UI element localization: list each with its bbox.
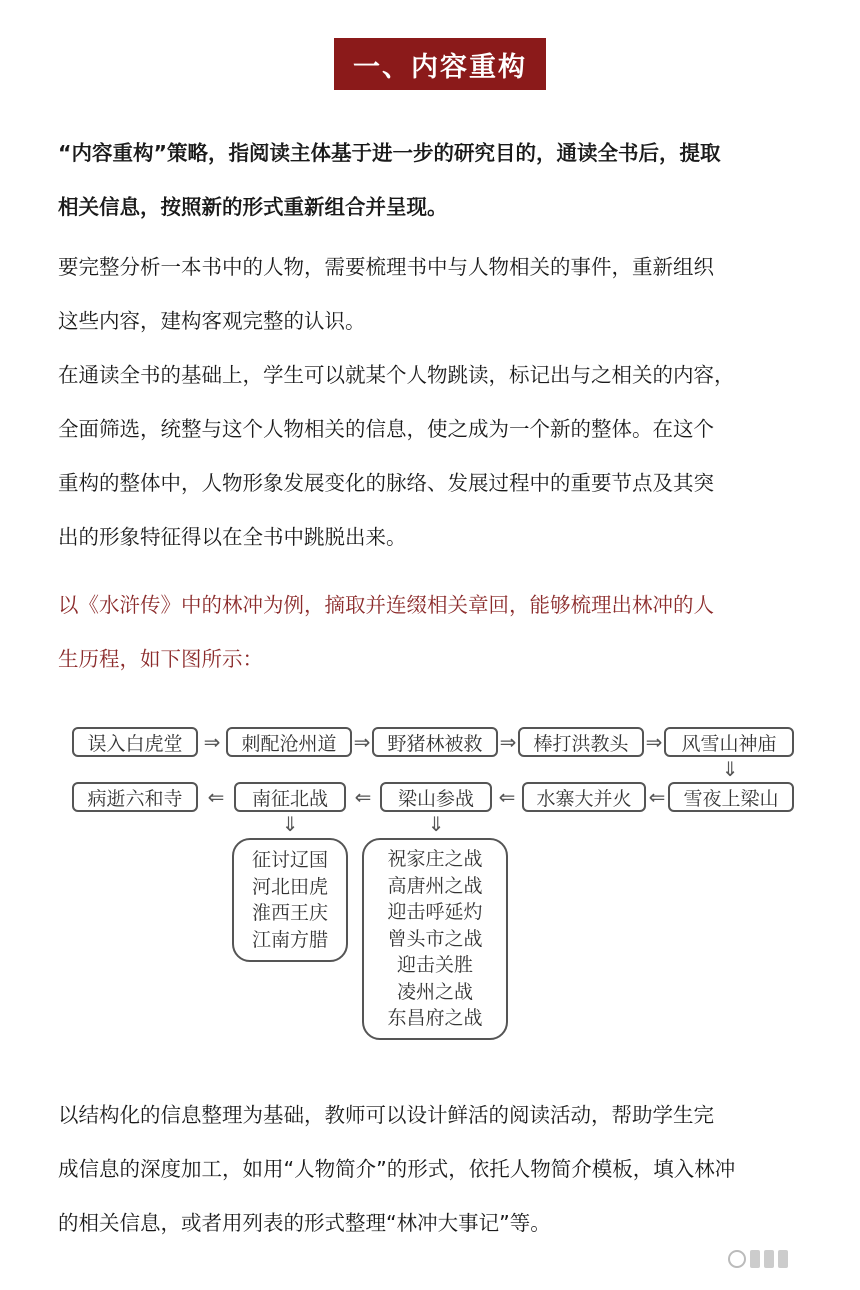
event-box: 野猪林被救 bbox=[372, 727, 498, 757]
double-arrow-down-icon: ⇓ bbox=[427, 812, 445, 836]
battle-item: 祝家庄之战 bbox=[387, 848, 483, 871]
double-arrow-right-icon: ⇒ bbox=[499, 730, 517, 754]
closing-paragraph bbox=[58, 1088, 810, 1250]
double-arrow-right-icon: ⇒ bbox=[353, 730, 371, 754]
battle-item: 凌州之战 bbox=[396, 980, 473, 1003]
event-box: 水寨大并火 bbox=[522, 782, 646, 812]
event-box: 刺配沧州道 bbox=[226, 727, 352, 757]
battle-item: 江南方腊 bbox=[251, 928, 328, 951]
reading-line: 在通读全书的基础上，学生可以就某个人物跳读，标记出与之相关的内容， bbox=[58, 363, 735, 387]
double-arrow-left-icon: ⇐ bbox=[648, 785, 666, 809]
intro-paragraph bbox=[58, 126, 810, 234]
analyze-paragraph bbox=[58, 240, 810, 348]
reading-line: 出的形象特征得以在全书中跳脱出来。 bbox=[58, 525, 407, 549]
analyze-line: 这些内容，建构客观完整的认识。 bbox=[58, 309, 366, 333]
intro-line: 相关信息，按照新的形式重新组合并呈现。 bbox=[58, 195, 448, 219]
example-line: 以《水浒传》中的林冲为例，摘取并连缀相关章回，能够梳理出林冲的人 bbox=[58, 593, 714, 617]
battle-item: 迎击关胜 bbox=[396, 954, 473, 977]
double-arrow-left-icon: ⇐ bbox=[498, 785, 516, 809]
battle-item: 迎击呼延灼 bbox=[387, 901, 483, 924]
battle-item: 征讨辽国 bbox=[251, 849, 328, 871]
liangshan-battles-list bbox=[362, 838, 508, 1040]
reading-line: 重构的整体中，人物形象发展变化的脉络、发展过程中的重要节点及其突 bbox=[58, 471, 714, 495]
battle-item: 曾头市之战 bbox=[387, 927, 483, 950]
intro-line: “内容重构”策略，指阅读主体基于进一步的研究目的，通读全书后，提取 bbox=[58, 141, 721, 165]
event-box: 误入白虎堂 bbox=[72, 727, 198, 757]
example-paragraph bbox=[58, 578, 810, 686]
closing-line: 的相关信息，或者用列表的形式整理“林冲大事记”等。 bbox=[58, 1211, 551, 1235]
event-box: 南征北战 bbox=[234, 782, 346, 812]
event-box: 风雪山神庙 bbox=[664, 727, 794, 757]
event-box: 病逝六和寺 bbox=[72, 782, 198, 812]
event-box: 梁山参战 bbox=[380, 782, 492, 812]
closing-line: 成信息的深度加工，如用“人物简介”的形式，依托人物简介模板，填入林冲 bbox=[58, 1157, 736, 1181]
section-title: 一、内容重构 bbox=[334, 38, 546, 90]
closing-line: 以结构化的信息整理为基础，教师可以设计鲜活的阅读活动，帮助学生完 bbox=[58, 1103, 714, 1127]
battle-item: 淮西王庆 bbox=[251, 902, 328, 924]
battle-item: 东昌府之战 bbox=[387, 1007, 483, 1030]
south-north-battles-list bbox=[232, 838, 348, 962]
double-arrow-down-icon: ⇓ bbox=[721, 757, 739, 781]
watermark-logo-icon bbox=[728, 1246, 838, 1272]
battle-item: 河北田虎 bbox=[251, 875, 328, 898]
analyze-line: 要完整分析一本书中的人物，需要梳理书中与人物相关的事件，重新组织 bbox=[58, 255, 714, 279]
battle-item: 高唐州之战 bbox=[387, 874, 483, 897]
double-arrow-left-icon: ⇐ bbox=[354, 785, 372, 809]
reading-line: 全面筛选，统整与这个人物相关的信息，使之成为一个新的整体。在这个 bbox=[58, 417, 714, 441]
reading-paragraph bbox=[58, 348, 810, 564]
event-box: 棒打洪教头 bbox=[518, 727, 644, 757]
example-line: 生历程，如下图所示： bbox=[58, 647, 263, 671]
double-arrow-right-icon: ⇒ bbox=[203, 730, 221, 754]
double-arrow-left-icon: ⇐ bbox=[207, 785, 225, 809]
double-arrow-down-icon: ⇓ bbox=[281, 812, 299, 836]
event-box: 雪夜上梁山 bbox=[668, 782, 794, 812]
double-arrow-right-icon: ⇒ bbox=[645, 730, 663, 754]
